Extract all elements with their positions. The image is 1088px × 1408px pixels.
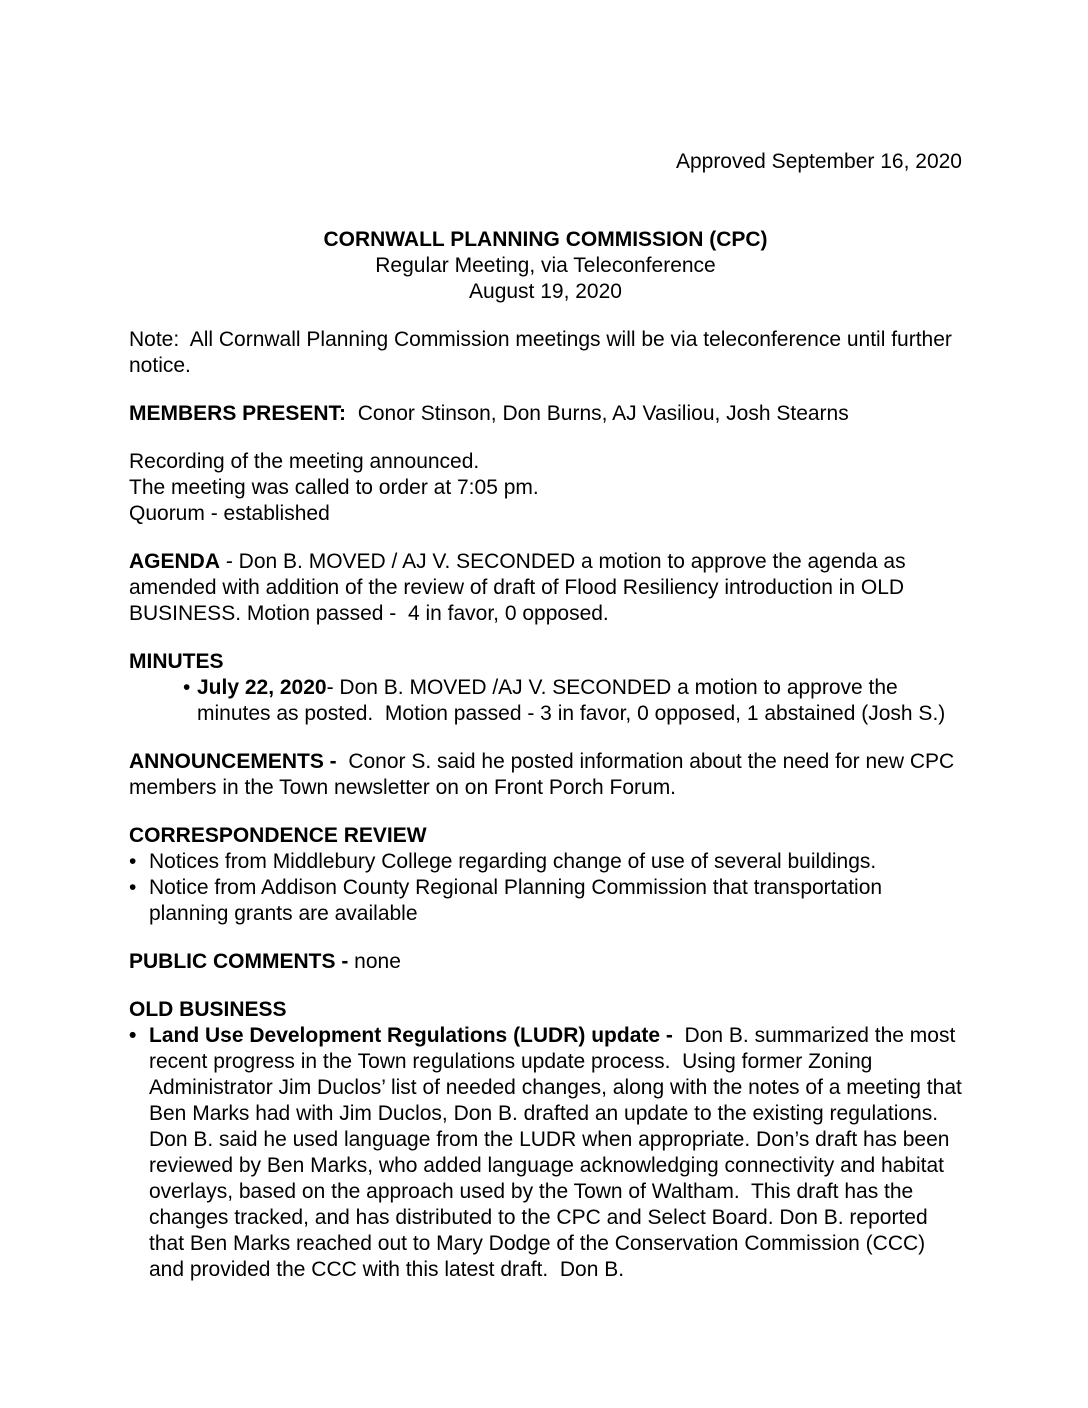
meeting-type: Regular Meeting, via Teleconference xyxy=(375,254,716,277)
quorum-line: Quorum - established xyxy=(129,502,330,525)
public-comments-text: none xyxy=(348,950,401,973)
opening-remarks xyxy=(129,449,962,527)
agenda-paragraph xyxy=(129,549,962,627)
minutes-section xyxy=(129,649,962,727)
agenda-text: - Don B. MOVED / AJ V. SECONDED a motion to approve the agenda as amended with addition of the review of draft of Flood Resiliency introduction in OLD BUSINESS. Motion passed - 4 in favor, 0 opposed. xyxy=(129,550,912,625)
old-business-item-title: Land Use Development Regulations (LUDR) update - xyxy=(149,1024,673,1047)
correspondence-item xyxy=(129,875,962,927)
old-business-item xyxy=(129,1023,968,1283)
old-business-section xyxy=(129,997,968,1283)
minutes-item-text: - Don B. MOVED /AJ V. SECONDED a motion to approve the minutes as posted. Motion passed - 3 in favor, 0 opposed, 1 abstained (Josh S.) xyxy=(197,676,946,725)
public-comments-paragraph xyxy=(129,949,962,975)
public-comments-label: PUBLIC COMMENTS - xyxy=(129,950,349,973)
members-present-names: Conor Stinson, Don Burns, AJ Vasiliou, Josh Stearns xyxy=(346,402,849,425)
members-present-label: MEMBERS PRESENT: xyxy=(129,402,347,425)
note-paragraph: Note: All Cornwall Planning Commission meetings will be via teleconference until further notice. xyxy=(129,328,958,377)
old-business-heading: OLD BUSINESS xyxy=(129,998,287,1021)
correspondence-item xyxy=(129,849,962,875)
approved-date: Approved September 16, 2020 xyxy=(675,150,962,173)
minutes-item-date: July 22, 2020 xyxy=(197,676,327,699)
correspondence-item-text: Notice from Addison County Regional Planning Commission that transportation planning grants are available xyxy=(149,876,888,925)
bullet-icon: • xyxy=(183,676,191,699)
members-present-paragraph xyxy=(129,401,962,427)
bullet-icon: • xyxy=(129,850,137,873)
meeting-date: August 19, 2020 xyxy=(469,280,622,303)
agenda-label: AGENDA xyxy=(129,550,221,573)
correspondence-heading: CORRESPONDENCE REVIEW xyxy=(129,824,427,847)
announcements-text: Conor S. said he posted information about the need for new CPC members in the Town newsletter on on Front Porch Forum. xyxy=(129,750,961,799)
called-to-order-line: The meeting was called to order at 7:05 pm. xyxy=(129,476,539,499)
minutes-item xyxy=(129,675,962,727)
recording-line: Recording of the meeting announced. xyxy=(129,450,480,473)
bullet-icon: • xyxy=(129,1024,137,1047)
announcements-paragraph xyxy=(129,749,962,801)
correspondence-section xyxy=(129,823,962,927)
correspondence-item-text: Notices from Middlebury College regarding change of use of several buildings. xyxy=(149,850,877,873)
bullet-icon: • xyxy=(129,876,137,899)
old-business-item-text: Don B. summarized the most recent progress in the Town regulations update process. Using former Zoning Administrator Jim Duclos’ list of needed changes, along with the notes of a meeting that Ben Marks had with Jim Duclos, Don B. drafted an update to the existing regulations. Don B. said he used language from the LUDR when appropriate. Don’s draft has been reviewed by Ben Marks, who added language acknowledging connectivity and habitat overlays, based on the approach used by the Town of Waltham. This draft has the changes tracked, and has distributed to the CPC and Select Board. Don B. reported that Ben Marks reached out to Mary Dodge of the Conservation Commission (CCC) and provided the CCC with this latest draft. Don B. xyxy=(149,1024,968,1281)
announcements-label: ANNOUNCEMENTS - xyxy=(129,750,337,773)
doc-title: CORNWALL PLANNING COMMISSION (CPC) xyxy=(323,228,768,251)
minutes-heading: MINUTES xyxy=(129,650,224,673)
